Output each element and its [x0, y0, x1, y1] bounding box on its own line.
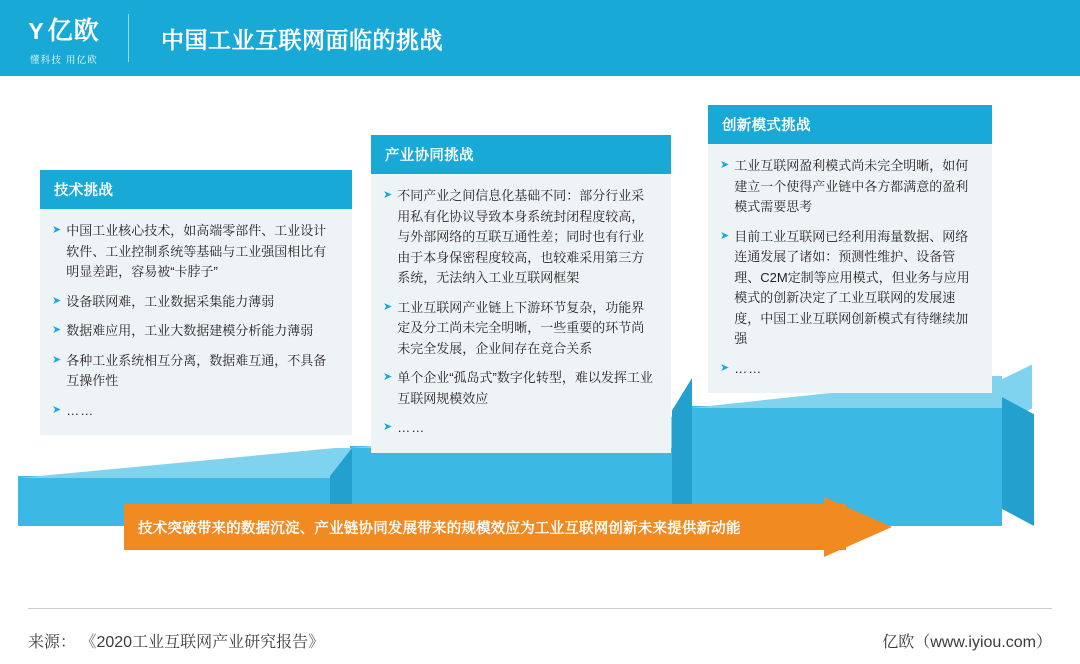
arrow-bullet-icon: ➤	[52, 353, 62, 366]
logo-tagline: 懂科技 用亿欧	[29, 54, 99, 66]
logo-wordmark	[28, 11, 99, 47]
footer-source-value: 《2020工业互联网产业研究报告》	[80, 633, 325, 651]
footer-divider	[28, 608, 1052, 609]
footer-brand: 亿欧（www.iyiou.com）	[882, 633, 1052, 651]
card-industry-synergy-challenge	[371, 135, 671, 453]
arrow-bullet-icon: ➤	[52, 224, 62, 236]
arrow-bullet-icon: ➤	[383, 189, 393, 201]
arrow-bullet-icon: ➤	[383, 371, 393, 384]
arrow-bullet-icon: ➤	[720, 361, 730, 374]
arrow-banner-text: 技术突破带来的数据沉淀、产业链协同发展带来的规模效应为工业互联网创新未来提供新动能	[138, 520, 741, 537]
header-divider	[128, 14, 129, 62]
arrow-head-icon	[824, 497, 892, 557]
arrow-bullet-icon: ➤	[383, 421, 393, 434]
card-technology-challenge	[40, 170, 352, 435]
slide-footer	[28, 620, 1052, 660]
arrow-bullet-icon: ➤	[720, 229, 730, 242]
card-innovation-model-challenge	[708, 105, 992, 393]
slide-header	[0, 0, 1080, 76]
list-item: ➤ 单个企业“孤岛式”数字化转型，难以发挥工业互联网规模效应	[383, 368, 657, 409]
card-3-body	[708, 144, 992, 393]
arrow-banner	[124, 504, 892, 550]
page-title: 中国工业互联网面临的挑战	[161, 26, 443, 53]
card-2-title: 产业协同挑战	[371, 135, 671, 174]
arrow-bullet-icon: ➤	[52, 324, 62, 337]
logo-mark-icon: Y	[28, 17, 45, 44]
arrow-bullet-icon: ➤	[52, 294, 62, 307]
list-item: ➤ 工业互联网盈利模式尚未完全明晰，如何建立一个使得产业链中各方都满意的盈利模式需要思考	[720, 156, 978, 218]
arrow-bullet-icon: ➤	[720, 159, 730, 171]
card-3-title: 创新模式挑战	[708, 105, 992, 144]
list-item: ➤ 数据难应用，工业大数据建模分析能力薄弱	[52, 321, 338, 342]
footer-source	[28, 629, 324, 652]
card-2-body	[371, 174, 671, 453]
list-item: ➤ ……	[52, 401, 338, 422]
list-item: ➤ 工业互联网产业链上下游环节复杂，功能界定及分工尚未完全明晰，一些重要的环节尚未完全发展，企业间存在竞合关系	[383, 298, 657, 360]
list-item: ➤ ……	[720, 359, 978, 380]
list-item: ➤ ……	[383, 418, 657, 439]
card-1-title: 技术挑战	[40, 170, 352, 209]
list-item: ➤ 各种工业系统相互分离，数据难互通，不具备互操作性	[52, 351, 338, 392]
list-item: ➤ 不同产业之间信息化基础不同：部分行业采用私有化协议导致本身系统封闭程度较高，与外部网络的互联互通性差；同时也有行业由于本身保密程度较高，也较难采用第三方系统，无法纳入工业互联网框架	[383, 186, 657, 289]
footer-source-label: 来源：	[28, 633, 77, 651]
arrow-bullet-icon: ➤	[52, 403, 62, 416]
arrow-bullet-icon: ➤	[383, 300, 393, 313]
list-item: ➤ 中国工业核心技术，如高端零部件、工业设计软件、工业控制系统等基础与工业强国相比有明显差距，容易被“卡脖子”	[52, 221, 338, 283]
logo-text: 亿欧	[47, 16, 100, 45]
card-1-body	[40, 209, 352, 435]
list-item: ➤ 目前工业互联网已经利用海量数据、网络连通发展了诸如：预测性维护、设备管理、C2M定制等应用模式，但业务与应用模式的创新决定了工业互联网的发展速度，中国工业互联网创新模式有待继续加强	[720, 227, 978, 350]
list-item: ➤ 设备联网难，工业数据采集能力薄弱	[52, 292, 338, 313]
logo	[0, 0, 128, 76]
